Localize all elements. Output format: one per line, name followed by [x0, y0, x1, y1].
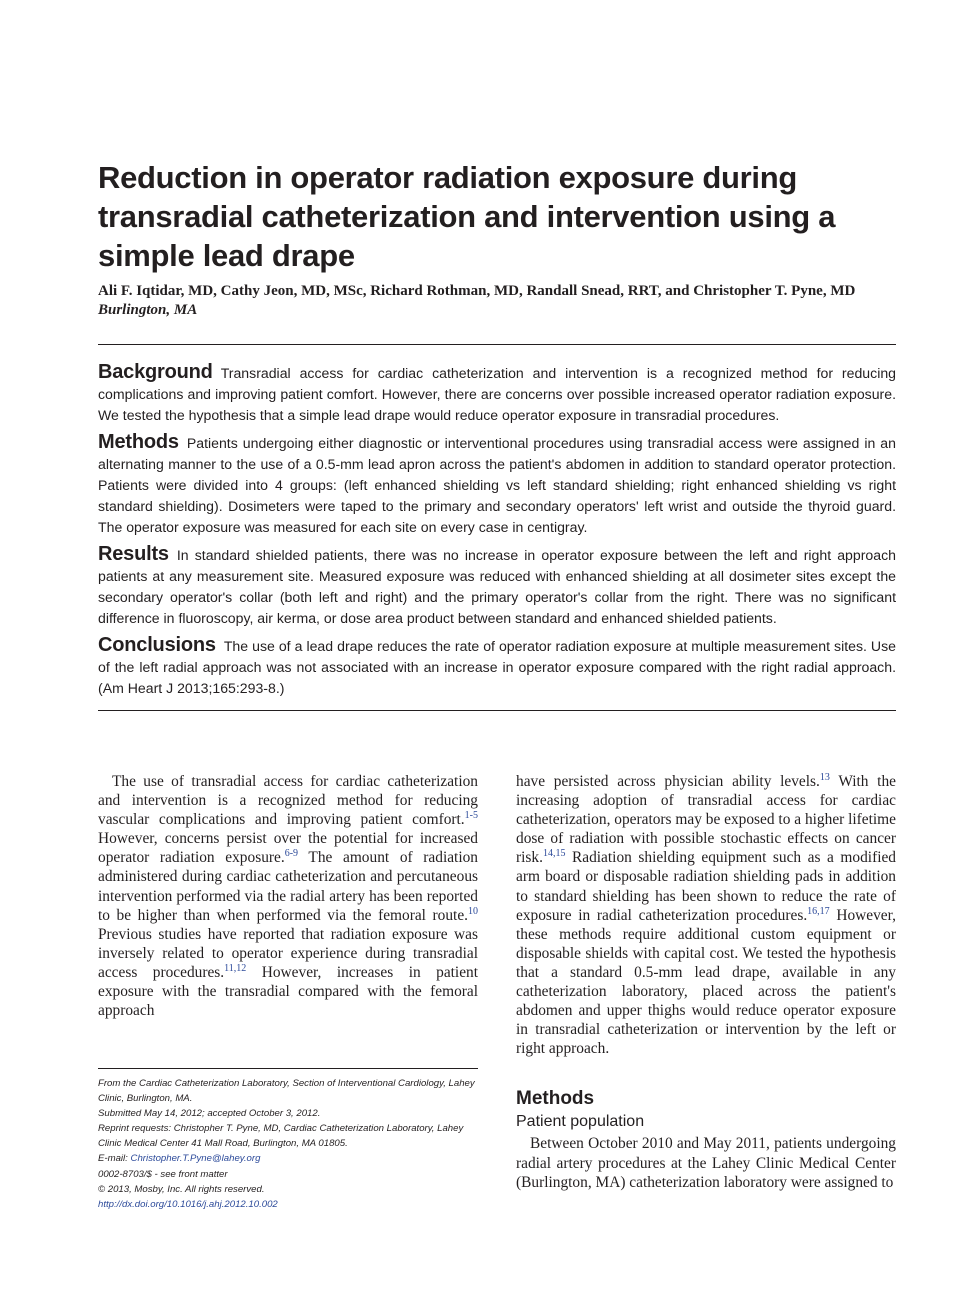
abstract-results: [98, 544, 896, 629]
methods-paragraph: Between October 2010 and May 2011, patients undergoing radial artery procedures at the Lahey Clinic Medical Center (Burlington, MA) catheterization laboratory were assigned to: [516, 1135, 896, 1191]
footnote-rule: [98, 1068, 478, 1069]
body-text: Previous studies have reported that radiation exposure was inversely related to operator experience during transradial access procedures.: [98, 925, 478, 981]
reference-link[interactable]: 11,12: [224, 962, 247, 974]
reference-link[interactable]: 16,17: [807, 905, 830, 917]
email-label: E-mail:: [98, 1153, 131, 1165]
abstract-methods-text: Patients undergoing either diagnostic or interventional procedures using transradial access were assigned in an alternating manner to the use of a 0.5-mm lead apron across the patient's abdomen in addition to standard operator protection. Patients were divided into 4 groups: (left enhanced shielding vs left standard shielding; right enhanced shielding vs right standard shielding). Dosimeters were taped to the primary and secondary operators' left wrist and outside the thyroid guard. The operator exposure was measured for each site on every case in centigray.: [98, 435, 896, 535]
body-text: Radiation shielding equipment such as a modified arm board or disposable radiation shielding pads in addition to standard shielding has been shown to reduce the rate of exposure in radial catheterization procedures.: [516, 849, 896, 924]
body-text: However, increases in patient exposure with the transradial compared with the femoral approach: [98, 963, 479, 1020]
reference-link[interactable]: 6-9: [284, 848, 299, 860]
reference-link[interactable]: 10: [468, 905, 478, 917]
footnote-affiliation: From the Cardiac Catheterization Laboratory, Section of Interventional Cardiology, Lahey Clinic, Burlington, MA.: [98, 1078, 475, 1105]
methods-heading: Methods: [516, 1088, 595, 1110]
abstract-background: [98, 362, 896, 426]
intro-paragraph-continued: [516, 772, 896, 1058]
abstract-conclusions-heading: Conclusions: [98, 634, 216, 656]
body-text: However, these methods require additional custom equipment or disposable shields with capital cost. We tested the hypothesis that a standard 0.5-mm lead drape, available in any catheterization laboratory, placed across the patient's abdomen and upper thighs would reduce operator exposure in transradial catheterization or intervention by the left or right approach.: [516, 906, 896, 1058]
author-location: Burlington, MA: [98, 302, 198, 318]
journal-citation: (Am Heart J 2013;165:293-8.): [98, 680, 285, 696]
abstract: [98, 362, 896, 705]
body-text: The amount of radiation administered during cardiac catheterization and percutaneous intervention performed via the radial artery has been reported to be higher than when performed via the femoral route.: [98, 849, 479, 924]
footnote-issn: 0002-8703/$ - see front matter: [98, 1168, 228, 1180]
abstract-results-heading: Results: [98, 543, 169, 565]
patient-population-heading: Patient population: [516, 1113, 645, 1131]
abstract-background-heading: Background: [98, 361, 213, 383]
footnotes: [98, 1076, 482, 1212]
footnote-email: [98, 1151, 482, 1166]
body-column-right: [516, 772, 896, 1192]
reference-link[interactable]: 14,15: [542, 848, 566, 860]
article-title: Reduction in operator radiation exposure during transradial catheterization and intervention using a simple lead drape: [98, 160, 836, 273]
footnote-copyright: © 2013, Mosby, Inc. All rights reserved.: [98, 1183, 265, 1195]
abstract-background-text: Transradial access for cardiac catheterization and intervention is a recognized method for reducing complications and improving patient comfort. However, there are concerns over possible increased operator radiation exposure. We tested the hypothesis that a simple lead drape would reduce operator exposure in transradial procedures.: [98, 365, 896, 423]
author-list: Ali F. Iqtidar, MD, Cathy Jeon, MD, MSc, Richard Rothman, MD, Randall Snead, RRT, and Christopher T. Pyne, MD: [98, 283, 856, 299]
reference-link[interactable]: 13: [819, 771, 830, 783]
footnote-submitted: Submitted May 14, 2012; accepted October 3, 2012.: [98, 1108, 321, 1120]
email-link[interactable]: Christopher.T.Pyne@lahey.org: [130, 1153, 261, 1165]
reference-link[interactable]: 1-5: [464, 810, 478, 822]
abstract-methods: [98, 432, 896, 538]
abstract-conclusions: [98, 635, 896, 699]
body-text: With the increasing adoption of transradial access for cardiac catheterization, operators may be exposed to a higher lifetime dose of radiation with possible stochastic effects on cancer risk.: [516, 773, 896, 867]
body-column-left: [98, 772, 478, 1020]
body-text: However, concerns persist over the potential for increased operator radiation exposure.: [98, 830, 478, 867]
body-text: The use of transradial access for cardiac catheterization and intervention is a recognized method for reducing vascular complications and improving patient comfort.: [98, 773, 478, 829]
abstract-bottom-rule: [98, 710, 896, 711]
footnote-reprint: Reprint requests: Christopher T. Pyne, MD, Cardiac Catheterization Laboratory, Lahey Clinic Medical Center 41 Mall Road, Burlington, MA 01805.: [98, 1123, 464, 1150]
abstract-top-rule: [98, 344, 896, 345]
body-text: have persisted across physician ability levels.: [516, 773, 820, 790]
abstract-conclusions-text: The use of a lead drape reduces the rate of operator radiation exposure at multiple measurement sites. Use of the left radial approach was not associated with an increase in operator exposure compared with the right radial approach.: [98, 638, 896, 675]
abstract-results-text: In standard shielded patients, there was no increase in operator exposure between the left and right approach patients at any measurement site. Measured exposure was reduced with enhanced shielding at all dosimeter sites except the secondary operator's collar (both left and right) and the primary operator's collar from the right. There was no significant difference in fluoroscopy, air kerma, or dose area product between standard and enhanced shielded patients.: [98, 547, 896, 626]
intro-paragraph: [98, 772, 478, 1020]
doi-link[interactable]: http://dx.doi.org/10.1016/j.ahj.2012.10.002: [98, 1198, 278, 1210]
abstract-methods-heading: Methods: [98, 431, 179, 453]
